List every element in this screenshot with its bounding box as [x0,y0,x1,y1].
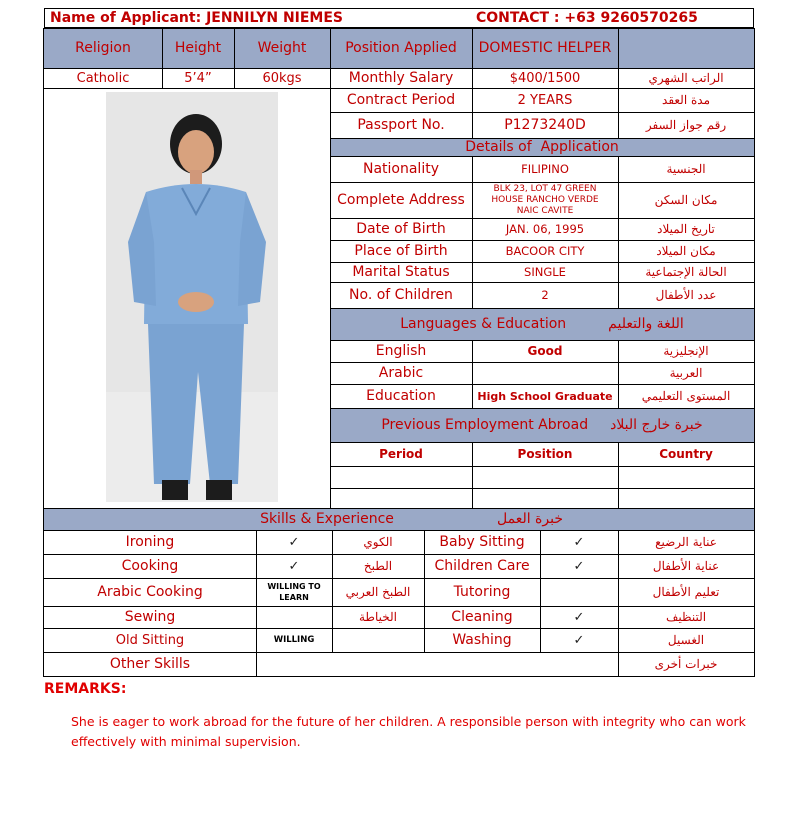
skill-sewing: Sewing [124,609,176,625]
place-of-birth-arabic: مكان الميلاد [656,244,716,258]
nationality-arabic: الجنسية [666,162,706,176]
contact-number: +63 9260570265 [564,10,698,26]
skill-sewing-mark [256,606,332,628]
employment-title-arabic: خبرة خارج البلاد [610,417,703,433]
skill-tutoring: Tutoring [453,584,511,600]
marital-status-label: Marital Status [352,264,450,280]
english-label: English [375,343,427,359]
address-value: BLK 23, LOT 47 GREEN HOUSE RANCHO VERDE NAIC CAVITE [491,183,599,216]
education-arabic: المستوى التعليمي [641,389,731,403]
english-arabic: الإنجليزية [663,344,709,358]
nationality-value: FILIPINO [521,162,569,176]
skill-washing-mark: ✓ [573,632,585,648]
applicant-photo-figure [106,92,278,502]
children-value: 2 [541,288,549,302]
date-of-birth-value: JAN. 06, 1995 [505,222,585,236]
skill-tutoring-mark [540,578,618,606]
place-of-birth-value: BACOOR CITY [505,244,585,258]
skills-title-arabic: خبرة العمل [497,511,563,527]
children-arabic: عدد الأطفال [655,288,717,302]
country-column-header: Country [659,447,713,461]
skill-baby-sitting: Baby Sitting [439,534,525,550]
passport-arabic: رقم جواز السفر [645,118,727,132]
position-value: DOMESTIC HELPER [478,40,612,56]
contact-info: CONTACT : +63 9260570265 [476,10,698,26]
marital-status-arabic: الحالة الإجتماعية [645,265,727,279]
english-value: Good [527,344,563,358]
skill-ironing: Ironing [125,534,175,550]
skill-children-care-arabic: عناية الأطفال [652,559,720,573]
remarks-text: She is eager to work abroad for the future of her children. A responsible person with integrity who can work effectively with minimal supervision. [71,714,746,749]
skill-cleaning: Cleaning [451,609,513,625]
skill-arabic-cooking-arabic: الطبخ العربي [345,585,411,599]
religion-value: Catholic [76,70,130,86]
skill-other-value [256,652,618,676]
skill-children-care-mark: ✓ [573,558,585,574]
nationality-label: Nationality [362,161,439,177]
skill-washing-arabic: الغسيل [667,633,705,647]
address-label: Complete Address [337,192,465,208]
skill-old-sitting-mark: WILLING [273,635,315,645]
employment-title: Previous Employment Abroad خبرة خارج البلاد [381,417,703,433]
skill-arabic-cooking-mark: WILLING TO LEARN [267,582,321,602]
skill-old-sitting-arabic [332,628,424,652]
contract-period-label: Contract Period [346,92,456,108]
skill-other: Other Skills [109,656,191,672]
arabic-label: Arabic [378,365,424,381]
remarks-label: REMARKS: [44,681,127,697]
details-title: Details of Application [465,139,619,155]
skills-title: Skills & Experience [260,511,394,527]
monthly-salary-value: $400/1500 [509,70,581,86]
monthly-salary-arabic: الراتب الشهري [648,71,724,85]
weight-value: 60kgs [262,70,302,86]
languages-title-arabic: اللغة والتعليم [608,316,684,332]
languages-title: Languages & Education اللغة والتعليم [400,316,684,332]
marital-status-value: SINGLE [524,265,566,279]
education-value: High School Graduate [477,389,613,403]
skill-baby-sitting-mark: ✓ [573,534,585,550]
applicant-photo [106,92,278,502]
skill-cleaning-mark: ✓ [573,609,585,625]
skill-arabic-cooking: Arabic Cooking [97,584,203,600]
education-label: Education [366,388,436,404]
skill-cooking: Cooking [121,558,179,574]
skill-ironing-mark: ✓ [288,534,300,550]
applicant-name: JENNILYN NIEMES [206,10,344,26]
skill-washing: Washing [452,632,512,648]
place-of-birth-label: Place of Birth [354,243,448,259]
monthly-salary-label: Monthly Salary [348,70,454,86]
skill-other-arabic: خبرات أخرى [654,657,718,671]
address-arabic: مكان السكن [654,193,718,207]
contract-period-value: 2 YEARS [517,92,573,108]
skill-tutoring-arabic: تعليم الأطفال [652,585,720,599]
date-of-birth-label: Date of Birth [356,221,446,237]
period-column-header: Period [379,447,423,461]
arabic-value [472,362,618,384]
arabic-arabic: العربية [669,366,703,380]
skill-cooking-arabic: الطبخ [363,559,393,573]
position-applied-header: Position Applied [345,40,457,56]
skill-cooking-mark: ✓ [288,558,300,574]
children-label: No. of Children [349,287,453,303]
skill-old-sitting: Old Sitting [115,632,185,648]
height-value: 5’4” [184,70,212,86]
skill-ironing-arabic: الكوي [363,535,393,549]
passport-label: Passport No. [357,117,445,133]
skill-cleaning-arabic: التنظيف [665,610,707,624]
applicant-name-label: Name of Applicant: JENNILYN NIEMES [50,10,344,26]
passport-value: P1273240D [504,117,586,133]
height-header: Height [174,40,222,56]
contract-period-arabic: مدة العقد [662,93,710,107]
skill-children-care: Children Care [434,558,530,574]
skill-baby-sitting-arabic: عناية الرضيع [655,535,717,549]
skill-sewing-arabic: الخياطة [359,610,397,624]
religion-header: Religion [75,40,131,56]
weight-header: Weight [257,40,307,56]
position-column-header: Position [517,447,573,461]
date-of-birth-arabic: تاريخ الميلاد [657,222,715,236]
